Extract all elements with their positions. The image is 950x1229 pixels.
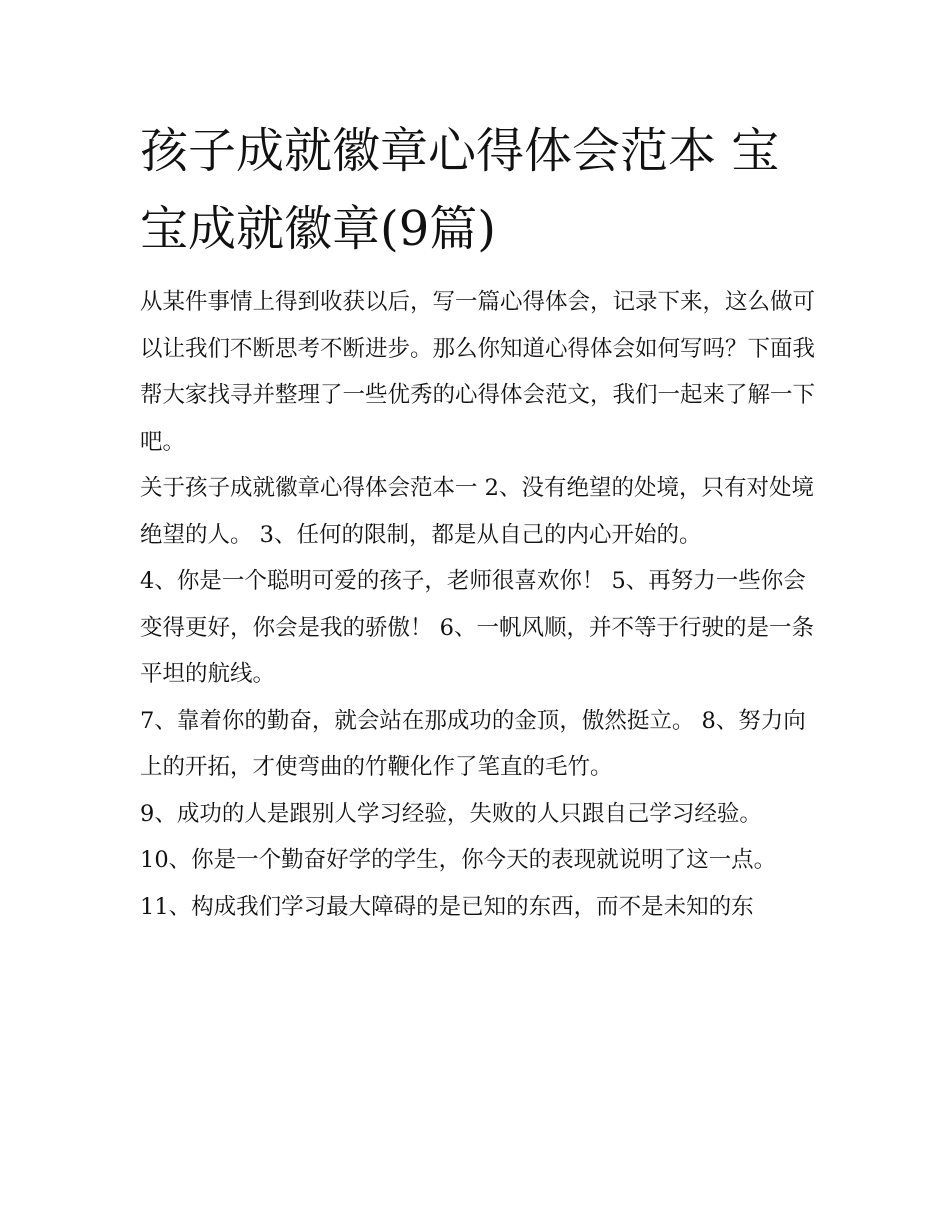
paragraph-1: 关于孩子成就徽章心得体会范本一 2、没有绝望的处境，只有对处境绝望的人。 3、任何的限制，都是从自己的内心开始的。 <box>140 475 814 548</box>
document-title: 孩子成就徽章心得体会范本 宝宝成就徽章(9篇) <box>140 123 780 257</box>
document-body <box>140 279 820 930</box>
paragraph-3: 7、靠着你的勤奋，就会站在那成功的金顶，傲然挺立。 8、努力向上的开拓，才使弯曲的竹鞭化作了笔直的毛竹。 <box>140 707 806 780</box>
paragraph-intro: 从某件事情上得到收获以后，写一篇心得体会，记录下来，这么做可以让我们不断思考不断进步。那么你知道心得体会如何写吗？下面我帮大家找寻并整理了一些优秀的心得体会范文，我们一起来了解一下吧。 <box>140 289 816 455</box>
paragraph-5: 11、构成我们学习最大障碍的是已知的东西，而不是未知的东 <box>140 893 754 920</box>
paragraph-4: 9、成功的人是跟别人学习经验，失败的人只跟自己学习经验。 10、你是一个勤奋好学的学生，你今天的表现就说明了这一点。 <box>140 800 777 873</box>
paragraph-2: 4、你是一个聪明可爱的孩子，老师很喜欢你！ 5、再努力一些你会变得更好，你会是我的骄傲！ 6、一帆风顺，并不等于行驶的是一条平坦的航线。 <box>140 568 814 687</box>
